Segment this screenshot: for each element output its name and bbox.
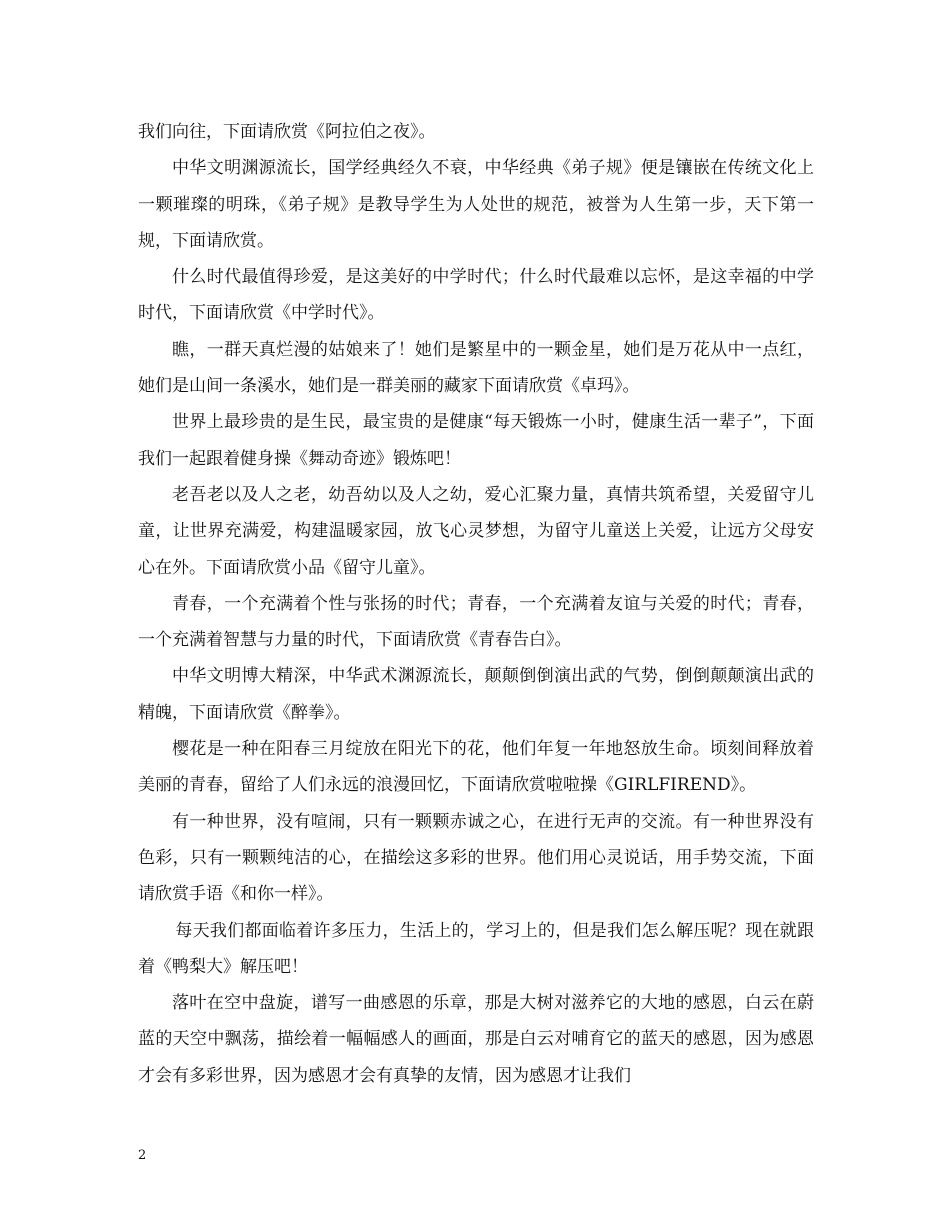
body-text: [138, 114, 814, 1094]
paragraph-12: 落叶在空中盘旋，谱写一曲感恩的乐章，那是大树对滋养它的大地的感恩，白云在蔚蓝的天空中飘荡，描绘着一幅幅感人的画面，那是白云对哺育它的蓝天的感恩，因为感恩才会有多彩世界，因为感恩才会有真挚的友情，因为感恩才让我们: [138, 993, 814, 1086]
paragraph-3: 什么时代最值得珍爱，是这美好的中学时代；什么时代最难以忘怀，是这幸福的中学时代，下面请欣赏《中学时代》。: [138, 267, 814, 324]
paragraph-1: 我们向往，下面请欣赏《阿拉伯之夜》。: [138, 122, 436, 142]
paragraph-6: 老吾老以及人之老，幼吾幼以及人之幼，爱心汇聚力量，真情共筑希望，关爱留守儿童，让世界充满爱，构建温暖家园，放飞心灵梦想，为留守儿童送上关爱，让远方父母安心在外。下面请欣赏小品《留守儿童》。: [138, 484, 814, 578]
page-number: 2: [138, 1148, 147, 1163]
paragraph-4: 瞧，一群天真烂漫的姑娘来了！她们是繁星中的一颗金星，她们是万花从中一点红，她们是山间一条溪水，她们是一群美丽的藏家下面请欣赏《卓玛》。: [138, 339, 814, 397]
paragraph-9: 樱花是一种在阳春三月绽放在阳光下的花，他们年复一年地怒放生命。顷刻间释放着美丽的青春，留给了人们永远的浪漫回忆，下面请欣赏啦啦操《GIRLFIREND》。: [138, 739, 814, 796]
paragraph-2: 中华文明渊源流长，国学经典经久不衰，中华经典《弟子规》便是镶嵌在传统文化上一颗璀璨的明珠，《弟子规》是教导学生为人处世的规范，被誉为人生第一步，天下第一规，下面请欣赏。: [138, 158, 814, 251]
paragraph-8: 中华文明博大精深，中华武术渊源流长，颠颠倒倒演出武的气势，倒倒颠颠演出武的精魄，下面请欣赏《醉拳》。: [138, 666, 814, 723]
paragraph-11: 每天我们都面临着许多压力，生活上的，学习上的，但是我们怎么解压呢？现在就跟着《鸭梨大》解压吧！: [138, 920, 814, 977]
paragraph-5: 世界上最珍贵的是生民，最宝贵的是健康“每天锻炼一小时，健康生活一辈子”，下面我们一起跟着健身操《舞动奇迹》锻炼吧！: [138, 412, 814, 469]
paragraph-10: 有一种世界，没有喧闹，只有一颗颗赤诚之心，在进行无声的交流。有一种世界没有色彩，只有一颗颗纯洁的心，在描绘这多彩的世界。他们用心灵说话，用手势交流，下面请欣赏手语《和你一样》。: [138, 811, 814, 905]
paragraph-7: 青春，一个充满着个性与张扬的时代；青春，一个充满着友谊与关爱的时代；青春，一个充满着智慧与力量的时代，下面请欣赏《青春告白》。: [138, 593, 814, 651]
